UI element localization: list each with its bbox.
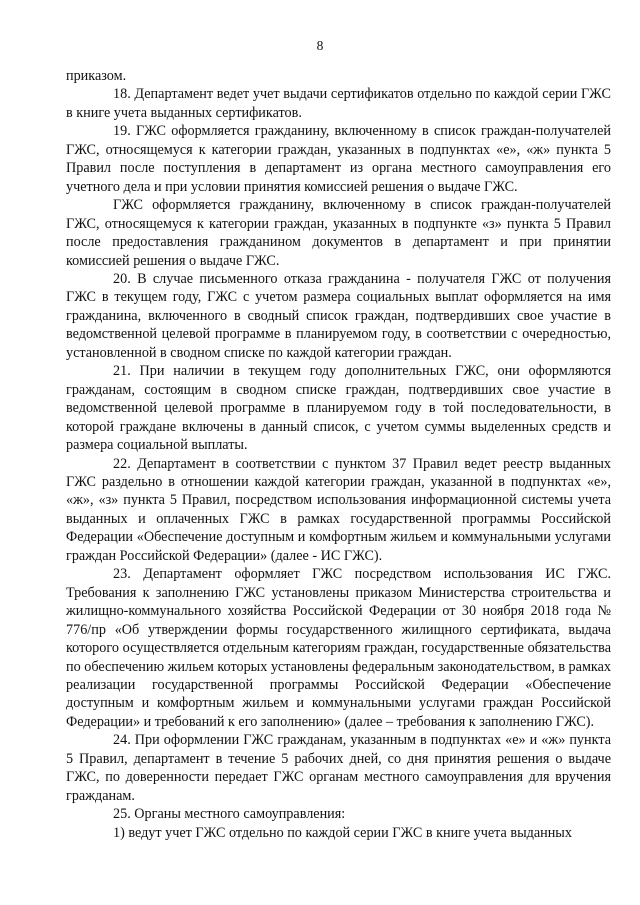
paragraph-25: 25. Органы местного самоуправления: <box>113 806 346 823</box>
paragraph-23: 23. Департамент оформляет ГЖС посредством использования ИС ГЖС. Требования к заполнению ГЖС установлены приказом Министерства строительства и жилищно-коммунального хозяйства Российской Федерации от 30 ноября 2018 года № 776/пр «Об утверждении формы государственного жилищного сертификата, выдача которого осуществляется отдельным категориям граждан, государственные обязательства по обеспечению жильем которых установлены федеральным законодательством, в рамках реализации государственной программы Российской Федерации «Обеспечение доступным и комфортным жильем и коммунальными услугами граждан Российской Федерации» и требований к его заполнению» (далее – требования к заполнению ГЖС). <box>66 566 611 730</box>
document-body <box>66 67 611 842</box>
paragraph-continuation: приказом. <box>66 68 127 84</box>
paragraph-21: 21. При наличии в текущем году дополнительных ГЖС, они оформляются гражданам, состоящим в сводном списке граждан, подтвердивших свое участие в ведомственной целевой программе в планируемом году в той последовательности, в которой граждане включены в данный список, с учетом суммы выделенных средств и размера социальной выплаты. <box>66 363 611 454</box>
page-number: 8 <box>316 38 324 53</box>
paragraph-25-item-1: 1) ведут учет ГЖС отдельно по каждой серии ГЖС в книге учета выданных <box>113 824 572 841</box>
paragraph-19: 19. ГЖС оформляется гражданину, включенному в список граждан-получателей ГЖС, относящемуся к категории граждан, указанных в подпунктах «е», «ж» пункта 5 Правил после поступления в департамент из органа местного самоуправления его учетного дела и при условии принятия комиссией решения о выдаче ГЖС. <box>66 123 611 195</box>
paragraph-20: 20. В случае письменного отказа гражданина - получателя ГЖС от получения ГЖС в текущем году, ГЖС с учетом размера социальных выплат оформляется на имя гражданина, включенного в сводный список граждан, подтвердивших свое участие в ведомственной целевой программе в планируемом году, в соответствии с очередностью, установленной в сводном списке по каждой категории граждан. <box>66 270 611 361</box>
paragraph-18: 18. Департамент ведет учет выдачи сертификатов отдельно по каждой серии ГЖС в книге учета выданных сертификатов. <box>66 86 611 121</box>
paragraph-22: 22. Департамент в соответствии с пунктом 37 Правил ведет реестр выданных ГЖС раздельно в отношении каждой категории граждан, указанной в подпунктах «е», «ж», «з» пункта 5 Правил, посредством использования информационной системы учета выданных и оплаченных ГЖС в рамках государственной программы Российской Федерации «Обеспечение доступным и комфортным жильем и коммунальными услугами граждан Российской Федерации» (далее - ИС ГЖС). <box>66 455 611 564</box>
paragraph-19-part-2: ГЖС оформляется гражданину, включенному в список граждан-получателей ГЖС, относящемуся к категории граждан, указанных в подпункте «з» пункта 5 Правил после предоставления гражданином документов в департамент и при принятии комиссией решения о выдаче ГЖС. <box>66 197 611 269</box>
paragraph-24: 24. При оформлении ГЖС гражданам, указанным в подпунктах «е» и «ж» пункта 5 Правил, департамент в течение 5 рабочих дней, со дня принятия решения о выдаче ГЖС, по доверенности передает ГЖС органам местного самоуправления для вручения гражданам. <box>66 732 611 804</box>
